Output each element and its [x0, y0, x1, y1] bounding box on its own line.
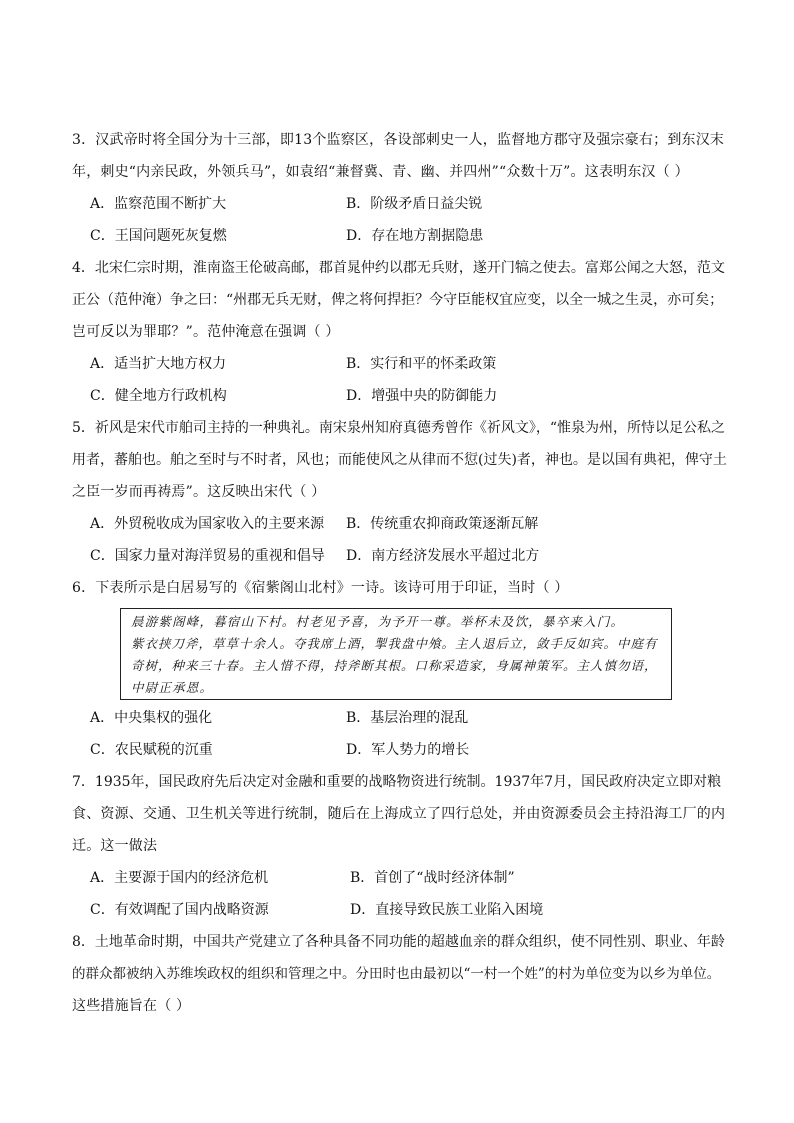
question-5-line-2: 用者，蕃舶也。舶之至时与不时者，风也；而能使风之从律而不愆(过失)者，神也。是以国有典祀，俾守土: [72, 452, 727, 468]
question-4-line-1: 4．北宋仁宗时期，淮南盗王伦破高邮，郡首晁仲约以郡无兵财，遂开门犒之使去。富郑公闻之大怒，范文: [72, 260, 725, 276]
poem-line-3: 奇树，种来三十春。主人惜不得，持斧断其根。口称采造家，身属神策军。主人慎勿语，: [131, 658, 658, 673]
question-8-line-2: 的群众都被纳入苏维埃政权的组织和管理之中。分田时也由最初以“一村一个姓”的村为单位变为以乡为单位。: [72, 966, 721, 982]
question-3-option-a[interactable]: A．监察范围不断扩大: [90, 196, 227, 212]
question-6-option-d[interactable]: D．军人势力的增长: [346, 742, 470, 758]
question-8-line-3: 这些措施旨在（ ）: [72, 998, 191, 1014]
question-5-line-3: 之臣一岁而再祷焉”。这反映出宋代（ ）: [72, 484, 326, 500]
question-4-option-c[interactable]: C．健全地方行政机构: [90, 388, 227, 404]
question-5-line-1: 5．祈风是宋代市舶司主持的一种典礼。南宋泉州知府真德秀曾作《祈风文》，“惟泉为州，所恃以足公私之: [72, 420, 726, 436]
question-5-option-c[interactable]: C．国家力量对海洋贸易的重视和倡导: [90, 548, 325, 564]
question-6-option-b[interactable]: B．基层治理的混乱: [346, 710, 469, 726]
question-6-option-c[interactable]: C．农民赋税的沉重: [90, 742, 213, 758]
question-4-option-a[interactable]: A．适当扩大地方权力: [90, 356, 227, 372]
question-3-option-b[interactable]: B．阶级矛盾日益尖锐: [346, 196, 483, 212]
question-7-line-2: 食、资源、交通、卫生机关等进行统制，随后在上海成立了四行总处，并由资源委员会主持沿海工厂的内: [72, 806, 726, 822]
question-7-option-a[interactable]: A．主要源于国内的经济危机: [90, 870, 269, 886]
question-4-option-b[interactable]: B．实行和平的怀柔政策: [346, 356, 497, 372]
poem-box: [120, 608, 672, 700]
poem-line-1: 晨游紫阁峰，暮宿山下村。村老见予喜，为予开一尊。举杯未及饮，暴卒来入门。: [131, 614, 625, 629]
question-4-line-3: 岂可反以为罪耶？”。范仲淹意在强调（ ）: [72, 324, 340, 340]
question-5-option-a[interactable]: A．外贸税收成为国家收入的主要来源: [90, 516, 325, 532]
poem-line-2: 紫衣挟刀斧，草草十余人。夺我席上酒，掣我盘中飧。主人退后立，敛手反如宾。中庭有: [131, 636, 658, 651]
question-3-line-2: 年，刺史“内亲民政，外领兵马”，如袁绍“兼督冀、青、幽、并四州”“众数十万”。这表明东汉（ ）: [72, 164, 689, 180]
question-7-option-d[interactable]: D．直接导致民族工业陷入困境: [350, 902, 544, 918]
question-5-option-d[interactable]: D．南方经济发展水平超过北方: [346, 548, 540, 564]
question-3-option-d[interactable]: D．存在地方割据隐患: [346, 228, 484, 244]
question-7-line-1: 7．1935年，国民政府先后决定对金融和重要的战略物资进行统制。1937年7月，国民政府决定立即对粮: [72, 774, 722, 790]
question-5-option-b[interactable]: B．传统重农抑商政策逐渐瓦解: [346, 516, 539, 532]
question-3-option-c[interactable]: C．王国问题死灰复燃: [90, 228, 227, 244]
question-4-option-d[interactable]: D．增强中央的防御能力: [346, 388, 498, 404]
question-8-line-1: 8．土地革命时期，中国共产党建立了各种具备不同功能的超越血亲的群众组织，使不同性别、职业、年龄: [72, 934, 725, 950]
question-6-option-a[interactable]: A．中央集权的强化: [90, 710, 213, 726]
question-7-option-b[interactable]: B．首创了“战时经济体制”: [350, 870, 515, 886]
poem-line-4: 中尉正承恩。: [131, 680, 214, 695]
question-3-line-1: 3．汉武帝时将全国分为十三部，即13个监察区，各设部刺史一人，监督地方郡守及强宗豪右；到东汉末: [72, 132, 725, 148]
question-7-option-c[interactable]: C．有效调配了国内战略资源: [90, 902, 269, 918]
question-6-line-1: 6．下表所示是白居易写的《宿紫阁山北村》一诗。该诗可用于印证，当时（ ）: [72, 580, 569, 596]
question-7-line-3: 迁。这一做法: [72, 838, 158, 854]
question-4-line-2: 正公（范仲淹）争之曰：“州郡无兵无财，俾之将何捍拒？今守臣能权宜应变，以全一城之生灵，亦可矣；: [72, 292, 724, 308]
